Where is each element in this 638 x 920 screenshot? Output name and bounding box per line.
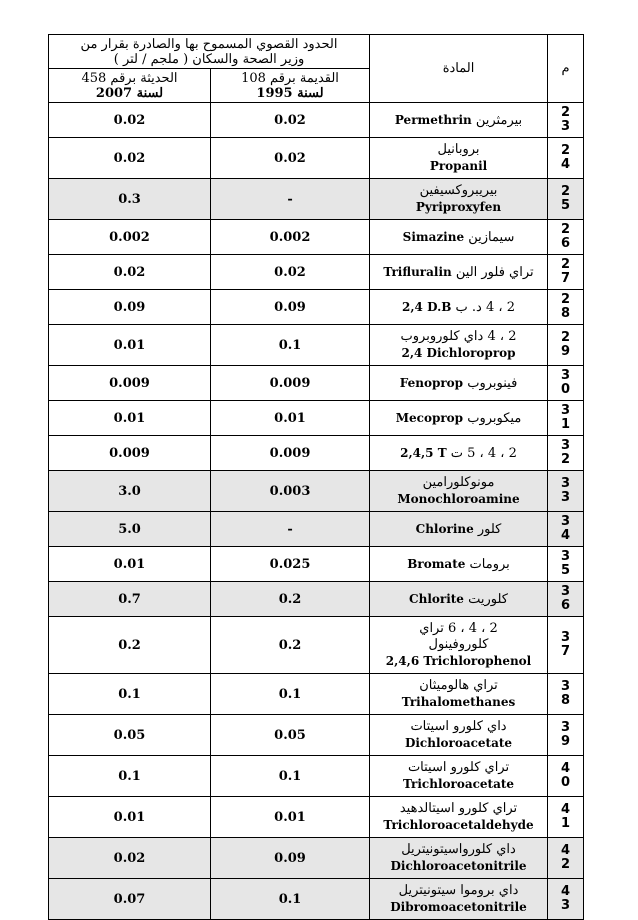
old-limit-value: -: [211, 512, 370, 547]
substance-name: [370, 471, 548, 512]
old-limit-value: 0.02: [211, 255, 370, 290]
row-number: [548, 220, 584, 255]
row-number-digit: 4: [560, 761, 571, 776]
row-number-digit: 3: [560, 679, 571, 694]
row-number: [548, 179, 584, 220]
row-number-digit: 3: [560, 584, 571, 599]
new-limit-value: 0.09: [49, 290, 211, 325]
substance-name-english: Monochloroamine: [397, 492, 520, 506]
substance-name: [370, 756, 548, 797]
old-limit-value: 0.009: [211, 436, 370, 471]
substance-name: [370, 255, 548, 290]
old-limit-value: 0.01: [211, 797, 370, 838]
new-limit-value: 0.1: [49, 674, 211, 715]
header-limits-line2: وزير الصحة والسكان ( ملجم / لتر ): [113, 51, 305, 67]
substance-name-arabic: تراي كلورو اسيتات: [407, 760, 510, 775]
substance-name-english: Trichloroacetate: [402, 777, 515, 791]
substance-name-arabic-line: كلوروفينول: [428, 637, 489, 652]
table-row: [49, 471, 584, 512]
limits-table-container: [48, 34, 583, 920]
substance-name: [370, 547, 548, 582]
table-row: [49, 715, 584, 756]
substance-name-arabic: داي كلورواسيتونيتريل: [401, 842, 516, 857]
old-limit-value: 0.1: [211, 674, 370, 715]
substance-name-arabic: داي بروموا سيتونيتريل: [398, 883, 519, 898]
table-row: [49, 674, 584, 715]
header-limits-title: [49, 35, 370, 69]
substance-name-english: Chlorite: [409, 591, 464, 606]
new-limit-value: 5.0: [49, 512, 211, 547]
header-substance: المادة: [370, 35, 548, 103]
old-limit-value: 0.02: [211, 138, 370, 179]
substance-name: [370, 103, 548, 138]
substance-name-english: Permethrin: [394, 112, 472, 127]
table-row: [49, 756, 584, 797]
table-row: [49, 290, 584, 325]
substance-name-arabic: بروبانيل: [437, 142, 480, 157]
substance-name-arabic: كلوريت: [468, 591, 508, 607]
new-limit-value: 0.01: [49, 325, 211, 366]
substance-name-arabic: بيرمثرين: [475, 112, 523, 128]
new-limit-value: 0.02: [49, 838, 211, 879]
new-limit-value: 0.1: [49, 756, 211, 797]
new-limit-value: 0.01: [49, 547, 211, 582]
row-number-digit: 3: [560, 630, 571, 645]
header-new-decree: [49, 69, 211, 103]
substance-name-arabic: [374, 621, 543, 653]
substance-name: [370, 220, 548, 255]
substance-name-english: 2,4 D.B: [402, 299, 452, 314]
substance-name: [370, 290, 548, 325]
table-row: [49, 220, 584, 255]
old-limit-value: 0.2: [211, 582, 370, 617]
header-old-year: لسنة 1995: [256, 85, 324, 101]
row-number: [548, 366, 584, 401]
row-number: [548, 674, 584, 715]
substance-name-arabic: ميكوبروب: [467, 410, 522, 426]
new-limit-value: 0.07: [49, 879, 211, 920]
table-row: [49, 366, 584, 401]
substance-name-arabic-line: 2 ، 4 ، 6 تراي: [419, 621, 498, 636]
row-number-digit: 2: [560, 184, 571, 199]
row-number-digit: 2: [560, 105, 571, 120]
row-number-digit: 3: [560, 119, 571, 134]
row-number-digit: 3: [560, 403, 571, 418]
old-limit-value: -: [211, 179, 370, 220]
substance-name-arabic: بيريبروكسيفين: [419, 183, 498, 198]
row-number-digit: 3: [560, 490, 571, 505]
substance-name: [370, 582, 548, 617]
substance-name: [370, 401, 548, 436]
row-number-digit: 2: [560, 292, 571, 307]
row-number-digit: 7: [560, 644, 571, 659]
row-number-digit: 2: [560, 143, 571, 158]
table-body: [49, 103, 584, 920]
row-number: [548, 547, 584, 582]
header-limits-line1: الحدود القصوي المسموح بها والصادرة بقرار من: [80, 36, 338, 52]
table-row: [49, 879, 584, 920]
table-row: [49, 512, 584, 547]
substance-name-arabic: مونوكلورامين: [422, 475, 495, 490]
new-limit-value: 3.0: [49, 471, 211, 512]
substance-name-arabic: برومات: [469, 556, 510, 572]
row-number-digit: 4: [560, 843, 571, 858]
substance-name-english: Trihalomethanes: [401, 695, 516, 709]
new-limit-value: 0.02: [49, 255, 211, 290]
row-number: [548, 325, 584, 366]
table-row: [49, 138, 584, 179]
substance-name-english: Fenoprop: [399, 375, 464, 390]
substance-name-english: 2,4,6 Trichlorophenol: [385, 654, 532, 668]
row-number-digit: 6: [560, 598, 571, 613]
substance-name-arabic: تراي هالوميثان: [419, 678, 498, 693]
substance-name-english: 2,4,5 T: [400, 445, 447, 460]
table-row: [49, 436, 584, 471]
header-new-year: لسنة 2007: [95, 85, 164, 101]
new-limit-value: 0.009: [49, 366, 211, 401]
row-number-digit: 2: [560, 222, 571, 237]
substance-name-arabic: كلور: [477, 521, 502, 537]
row-number: [548, 617, 584, 674]
old-limit-value: 0.009: [211, 366, 370, 401]
table-row: [49, 401, 584, 436]
table-row: [49, 547, 584, 582]
row-number: [548, 471, 584, 512]
old-limit-value: 0.2: [211, 617, 370, 674]
new-limit-value: 0.3: [49, 179, 211, 220]
substance-name-english: Bromate: [407, 556, 466, 571]
row-number-digit: 4: [560, 157, 571, 172]
header-old-label: القديمة برقم 108: [241, 70, 339, 86]
substance-name: [370, 366, 548, 401]
substance-name-english: 2,4 Dichloroprop: [401, 346, 516, 360]
row-number-digit: 3: [560, 514, 571, 529]
substance-name-english: Trichloroacetaldehyde: [383, 818, 534, 832]
new-limit-value: 0.009: [49, 436, 211, 471]
old-limit-value: 0.1: [211, 879, 370, 920]
substance-name-arabic: 2 ، 4 ، 5 ت: [450, 445, 517, 461]
row-number-digit: 6: [560, 236, 571, 251]
row-number-digit: 3: [560, 476, 571, 491]
substance-name-english: Pyriproxyfen: [415, 200, 502, 214]
table-row: [49, 179, 584, 220]
table-row: [49, 617, 584, 674]
substance-name: [370, 617, 548, 674]
substance-name-arabic: سيمازين: [468, 229, 515, 245]
old-limit-value: 0.002: [211, 220, 370, 255]
substance-name-english: Simazine: [402, 229, 465, 244]
header-new-label: الحديثة برقم 458: [81, 70, 178, 86]
row-number: [548, 879, 584, 920]
row-number-digit: 4: [560, 802, 571, 817]
old-limit-value: 0.09: [211, 838, 370, 879]
row-number-digit: 4: [560, 528, 571, 543]
row-number-digit: 2: [560, 452, 571, 467]
row-number-digit: 2: [560, 257, 571, 272]
table-row: [49, 838, 584, 879]
substance-name: [370, 879, 548, 920]
row-number-digit: 0: [560, 382, 571, 397]
substance-name: [370, 512, 548, 547]
header-old-decree: [211, 69, 370, 103]
new-limit-value: 0.02: [49, 103, 211, 138]
new-limit-value: 0.02: [49, 138, 211, 179]
substance-name-arabic: 2 ، 4 داي كلوروبروب: [400, 329, 517, 344]
row-number-digit: 8: [560, 306, 571, 321]
new-limit-value: 0.7: [49, 582, 211, 617]
substance-name: [370, 797, 548, 838]
row-number: [548, 838, 584, 879]
row-number-digit: 8: [560, 693, 571, 708]
substance-name-english: Propanil: [429, 159, 488, 173]
table-row: [49, 797, 584, 838]
row-number-digit: 1: [560, 816, 571, 831]
old-limit-value: 0.05: [211, 715, 370, 756]
row-number-digit: 9: [560, 344, 571, 359]
substance-name: [370, 715, 548, 756]
new-limit-value: 0.01: [49, 401, 211, 436]
row-number-digit: 3: [560, 898, 571, 913]
row-number-digit: 4: [560, 884, 571, 899]
row-number: [548, 582, 584, 617]
old-limit-value: 0.1: [211, 756, 370, 797]
substance-name-arabic: داي كلورو اسيتات: [410, 719, 507, 734]
row-number-digit: 0: [560, 775, 571, 790]
row-number-digit: 5: [560, 563, 571, 578]
substance-name-arabic: فينوبروب: [467, 375, 518, 391]
row-number: [548, 715, 584, 756]
old-limit-value: 0.1: [211, 325, 370, 366]
row-number-digit: 3: [560, 438, 571, 453]
old-limit-value: 0.003: [211, 471, 370, 512]
water-limits-table: [48, 34, 584, 920]
new-limit-value: 0.05: [49, 715, 211, 756]
row-number: [548, 512, 584, 547]
new-limit-value: 0.2: [49, 617, 211, 674]
substance-name: [370, 436, 548, 471]
substance-name-arabic: تراي فلور الين: [455, 264, 534, 280]
row-number-digit: 1: [560, 417, 571, 432]
substance-name: [370, 138, 548, 179]
row-number: [548, 756, 584, 797]
old-limit-value: 0.02: [211, 103, 370, 138]
row-number-digit: 7: [560, 271, 571, 286]
substance-name: [370, 179, 548, 220]
substance-name: [370, 838, 548, 879]
substance-name-english: Trifluralin: [383, 264, 452, 279]
table-row: [49, 325, 584, 366]
row-number: [548, 436, 584, 471]
substance-name-arabic: 2 ، 4 د. ب: [455, 299, 515, 315]
old-limit-value: 0.01: [211, 401, 370, 436]
substance-name: [370, 674, 548, 715]
new-limit-value: 0.002: [49, 220, 211, 255]
substance-name-english: Dichloroacetonitrile: [390, 859, 527, 873]
table-row: [49, 255, 584, 290]
substance-name: [370, 325, 548, 366]
substance-name-english: Dichloroacetate: [404, 736, 513, 750]
table-row: [49, 582, 584, 617]
substance-name-english: Dibromoacetonitrile: [390, 900, 527, 914]
row-number-digit: 3: [560, 368, 571, 383]
row-number-digit: 3: [560, 720, 571, 735]
row-number-digit: 3: [560, 549, 571, 564]
row-number: [548, 255, 584, 290]
substance-name-arabic: تراي كلورو اسيتالدهيد: [399, 801, 518, 816]
old-limit-value: 0.025: [211, 547, 370, 582]
row-number-digit: 5: [560, 198, 571, 213]
new-limit-value: 0.01: [49, 797, 211, 838]
row-number-digit: 2: [560, 330, 571, 345]
table-row: [49, 103, 584, 138]
row-number: [548, 797, 584, 838]
old-limit-value: 0.09: [211, 290, 370, 325]
substance-name-english: Chlorine: [415, 521, 474, 536]
substance-name-english: Mecoprop: [395, 410, 464, 425]
row-number: [548, 138, 584, 179]
row-number: [548, 401, 584, 436]
row-number-digit: 9: [560, 734, 571, 749]
header-number: م: [548, 35, 584, 103]
row-number-digit: 2: [560, 857, 571, 872]
row-number: [548, 103, 584, 138]
row-number: [548, 290, 584, 325]
